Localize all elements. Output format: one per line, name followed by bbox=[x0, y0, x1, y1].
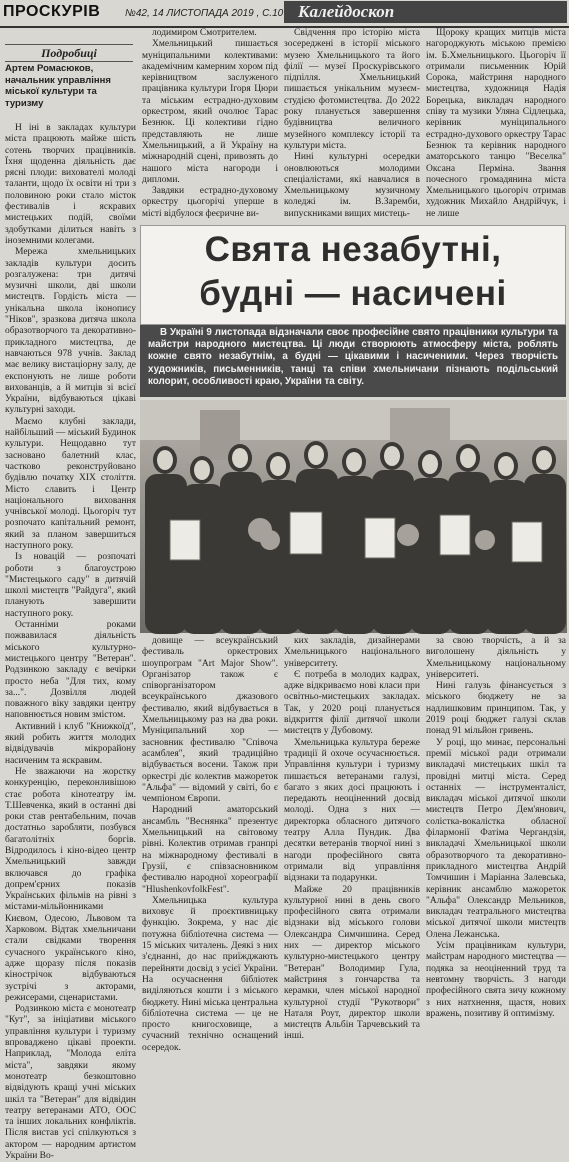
column-4-bottom bbox=[426, 636, 566, 1021]
column-2-bottom bbox=[142, 636, 278, 1053]
column-1 bbox=[5, 123, 136, 1162]
paragraph: Завдяки естрадно-духовому оркестру цьогорічі уперше в місті відбулося феєричне ви- bbox=[142, 186, 278, 219]
paragraph: Нині культурні осередки оновлюються молодими спеціалістами, які навчалися в Хмельницькому музичному коледжі ім. В.Заремби, випускниками вищих мистець- bbox=[284, 152, 420, 219]
paragraph: Усім працівникам культури, майстрам народного мистецтва — подяка за неоціненний труд та невтомну творчість. З нагоди професійного свята зичу кожному з них натхнення, щастя, нових вражень, позитиву й оптимізму. bbox=[426, 941, 566, 1019]
paragraph: Щороку кращих митців міста нагороджують міською премією ім. Б.Хмельницького. Цьогоріч її отримали письменник Юрій Сорока, майстриня народного мистецтва, художниця Надія Борецька, викладач народного співу та музики Уляна Сідлецька, керівник муніципального естрадно-духового оркестру Тарас Безнюк та керівник народного аматорського танцю "Веселка" Оксана Перміна. Звання почесного громадянина міста Хмельницького цьогоріч отримав художник Михайло Андрійчук, і не лише bbox=[426, 28, 566, 219]
headline bbox=[141, 228, 565, 316]
headline-line-2: будні — насичені bbox=[199, 274, 507, 313]
issue-line: №42, 14 ЛИСТОПАДА 2019 , С.10 bbox=[125, 8, 284, 19]
lead-paragraph bbox=[140, 325, 566, 397]
paragraph: ких закладів, дизайнерами Хмельницького національного університету. bbox=[284, 636, 420, 669]
column-3-bottom bbox=[284, 636, 420, 1042]
paragraph: за свою творчість, а й за виголошену діяльність у Хмельницькому національному університеті. bbox=[426, 636, 566, 680]
paragraph: лодимиром Смотрителем. bbox=[152, 28, 257, 38]
paragraph: Із новацій — розпочаті роботи з благоустрою "Мистецького саду" в дитячій школі мистецтв "Райдуга", який планують завершити наступного року. bbox=[5, 552, 136, 619]
paragraph: Хмельницька культура виховує й проєктивницьку функцію. Зокрема, у нас діє потужна бібліотечна система — 15 міських читалень. Деякі з них з'єднанні, до нас приїжджають перейняти досвід з усієї України. На осучаснення бібліотек виділяються кошти і з міського бюджету. Нині міська центральна бібліотечна система — це не просто книгосховище, а сучасний технічно оснащений осередок. bbox=[142, 895, 278, 1053]
group-photo-image bbox=[140, 400, 567, 633]
column-4-top bbox=[426, 28, 566, 221]
rubric: Подробиці bbox=[5, 44, 133, 62]
newspaper-name: ПРОСКУРІВ bbox=[3, 3, 101, 20]
column-3-top bbox=[284, 28, 420, 221]
paragraph: Хмельницький пишається муніципальними колективами: академічним камерним хором під керівництвом заслуженого працівника культури Ігоря Цюри та міським естрадно-духовим оркестром, який очолює Тарас Безнюк. Ці колективи гідно представляють не лише Хмельницький, а й Україну на міжнародній сцені, привозять до нашого міста нагороди і дипломи. bbox=[142, 39, 278, 185]
paragraph: Родзинкою міста є монотеатр "Кут", за ініціативи міського управління культури і туризму впроваджено цікаві проекти. Наприклад, "Молода еліта міста", завдяки якому монотеатр безкоштовно відвідують кращі учні міських шкіл та "Ветеран" для відвідин театру ветеранами АТО, ООС та інших локальних конфліктів. Після вистав усі спілкуються з актором — народним артистом України Во- bbox=[5, 1004, 136, 1162]
paragraph: У році, що минає, персональні премії міської ради отримали викладачі мистецьких шкіл та провідні митці міста. Серед останніх — інструменталіст, викладач міської дитячої школи мистецтв Петро Дем'янович, солістка-вокалістка обласної філармонії Фатіма Чергандзія, викладачі Хмельницької школи образотворчого та декоративно-прикладного мистецтва Андрій Томчишин і Маріанна Залевська, керівник ансамблю мажореток "Альфа" Олександр Мельников, викладач театрального мистецтва міської дитячої школи мистецтв Олена Лежанська. bbox=[426, 737, 566, 940]
author-byline: Артем Ромасюков, начальник управління міської культури та туризму bbox=[5, 63, 111, 109]
lead-text: В Україні 9 листопада відзначали своє професійне свято працівники культури та майстри народного мистецтва. Ці люди створюють атмосферу міста, роблять кожне свято незабутнім, а будні — цікавими і насиченими. Через творчість художників, письменників, танці та співи хмельничани пізнають подільський колорит, особливості краю, України та світу. bbox=[148, 327, 558, 387]
paragraph: Майже 20 працівників культурної нині в день свого професійного свята отримали відзнаки від міського голови Олександра Симчишина. Серед них — директор міського культурно-мистецького центру "Ветеран" Володимир Гула, майстриня з гончарства та керамки, член міської народної культурної студії "Рукотвори" Наталя Роут, директор школи мистецтв Альбін Тарчевський та інші. bbox=[284, 884, 420, 1042]
column-2-top bbox=[142, 28, 278, 221]
paragraph: Народний аматорський ансамбль "Веснянка" презентує Хмельницький на світовому рівні. Колектив отримав гранпрі на міжнародному фестивалі в Грузії, є співзасновником фестивалю народної хореографії "HlushenkovfolkFest". bbox=[142, 805, 278, 895]
group-photo bbox=[140, 400, 567, 633]
paragraph: Мережа хмельницьких закладів культури досить розгалужена: три дитячі музичні школи, дві школи мистецтв. Гордість міста — унікальна школа іконопису "Ніков", зразкова дитяча школа образотворчого та декоративно-прикладного мистецтва, де навчаються 978 учнів. Заклад має велику вистаціорну залу, де експонують не лише роботи вихованців, а й митців зі всієї України, відбуваються цікаві культурні заходи. bbox=[5, 247, 136, 416]
paragraph: Не зважаючи на жорстку конкуренцію, переконливішою стає робота кінотеатру ім. Т.Шевченка, який в останні дві роки став рентабельним, почав достатньо заробляти, позбувся багатолітніх боргів. Відродилось і кіно-відео центр Хмельницький завжди включався до графіка допрем'єрних показів Українських фільмів на рівні з містами-мільйонниками Києвом, Одесою, Львовом та Харковом. Відтак хмельничани стали свідками творення сучасного українського кіно, адже щоразу після показів кінострічок відбуваються зустрічі з акторами, режисерами, сценаристами. bbox=[5, 766, 136, 1003]
headline-box bbox=[140, 225, 566, 325]
paragraph: Активний і клуб "Книжкоїд", який робить життя молодих відвідувачів мікрорайону насиченим та яскравим. bbox=[5, 721, 136, 766]
paragraph: Хмельницька культура береже традиції й охоче осучаснюється. Управління культури і туризму пишається ветеранами галузі, багато з яких досі працюють і передають неоціненний досвід молоді. Одна з них — директорка обласного дитячого театру Алла Пундик. Два десятки ветеранів творчої нині з нагоди професійного свята отримали від управління відзнаки та подарунки. bbox=[284, 737, 420, 884]
paragraph: Н іні в закладах культури міста працюють майже шість сотень творчих працівників. Їхня щоденна діяльність дає рясні плоди: вихователі молоді таланти, щодо їх освіти ні три з половиною роки стало місток фестивалів і яскравих мистецьких подій, своїми здобутками ділиться навіть з іноземними колегами. bbox=[5, 123, 136, 246]
paragraph: Останніми роками пожвавилася діяльність міського культурно-мистецького центру "Ветеран". Родзинкою закладу є вечірки просто неба "Для тих, кому за...". Дозвілля людей поважного віку завдяки центру наповнюється новим змістом. bbox=[5, 620, 136, 721]
paragraph: довище — всеукраїнський фестиваль оркестрових шоупрограм "Art Major Show". Організатор також є співорганізатором всеукраїнського джазового фестивалю, який відбувається в Хмельницькому раз на два роки. Муніципальний хор — засновник фестивалю "Співоча асамблея", який традиційно відбувається восени. Також при оркестрі діє колектив мажореток "Альфа" — відомий у світі, бо є чемпіоном Європи. bbox=[142, 636, 278, 805]
paragraph: Маємо клубні заклади, найбільший — міський Будинок культури. Нещодавно тут засновано балетний клас, частково реконструйовано будівлю початку XIX століття. Місто славить і Центр національного виховання учнівської молоді. Цьогоріч тут розпочато капітальний ремонт, який за планом завершиться наступного року. bbox=[5, 416, 136, 551]
paragraph: Свідчення про історію міста зосереджені в історії міського музею Хмельницького та його філії — музеї Проскурівського підпілля. Хмельницький пишається унікальним музеєм-студією фотомистецтва. До 2022 року планується завершення будівництва величного музейного комплексу історії та культури міста. bbox=[284, 28, 420, 151]
headline-line-1: Свята незабутні, bbox=[204, 230, 502, 269]
section-title: Калейдоскоп bbox=[284, 1, 567, 23]
paragraph: Є потреба в молодих кадрах, адже відкриваємо нові класи при освітньо-мистецьких закладах. Так, у 2020 році планується відкриття філії дитячої школи мистецтв у Дубовому. bbox=[284, 669, 420, 737]
paragraph: Нині галузь фінансується з міського бюджету не за надлишковим принципом. Так, у 2019 році бюджет галузі склав понад 91 мільйон гривень. bbox=[426, 681, 566, 737]
masthead bbox=[0, 0, 569, 28]
